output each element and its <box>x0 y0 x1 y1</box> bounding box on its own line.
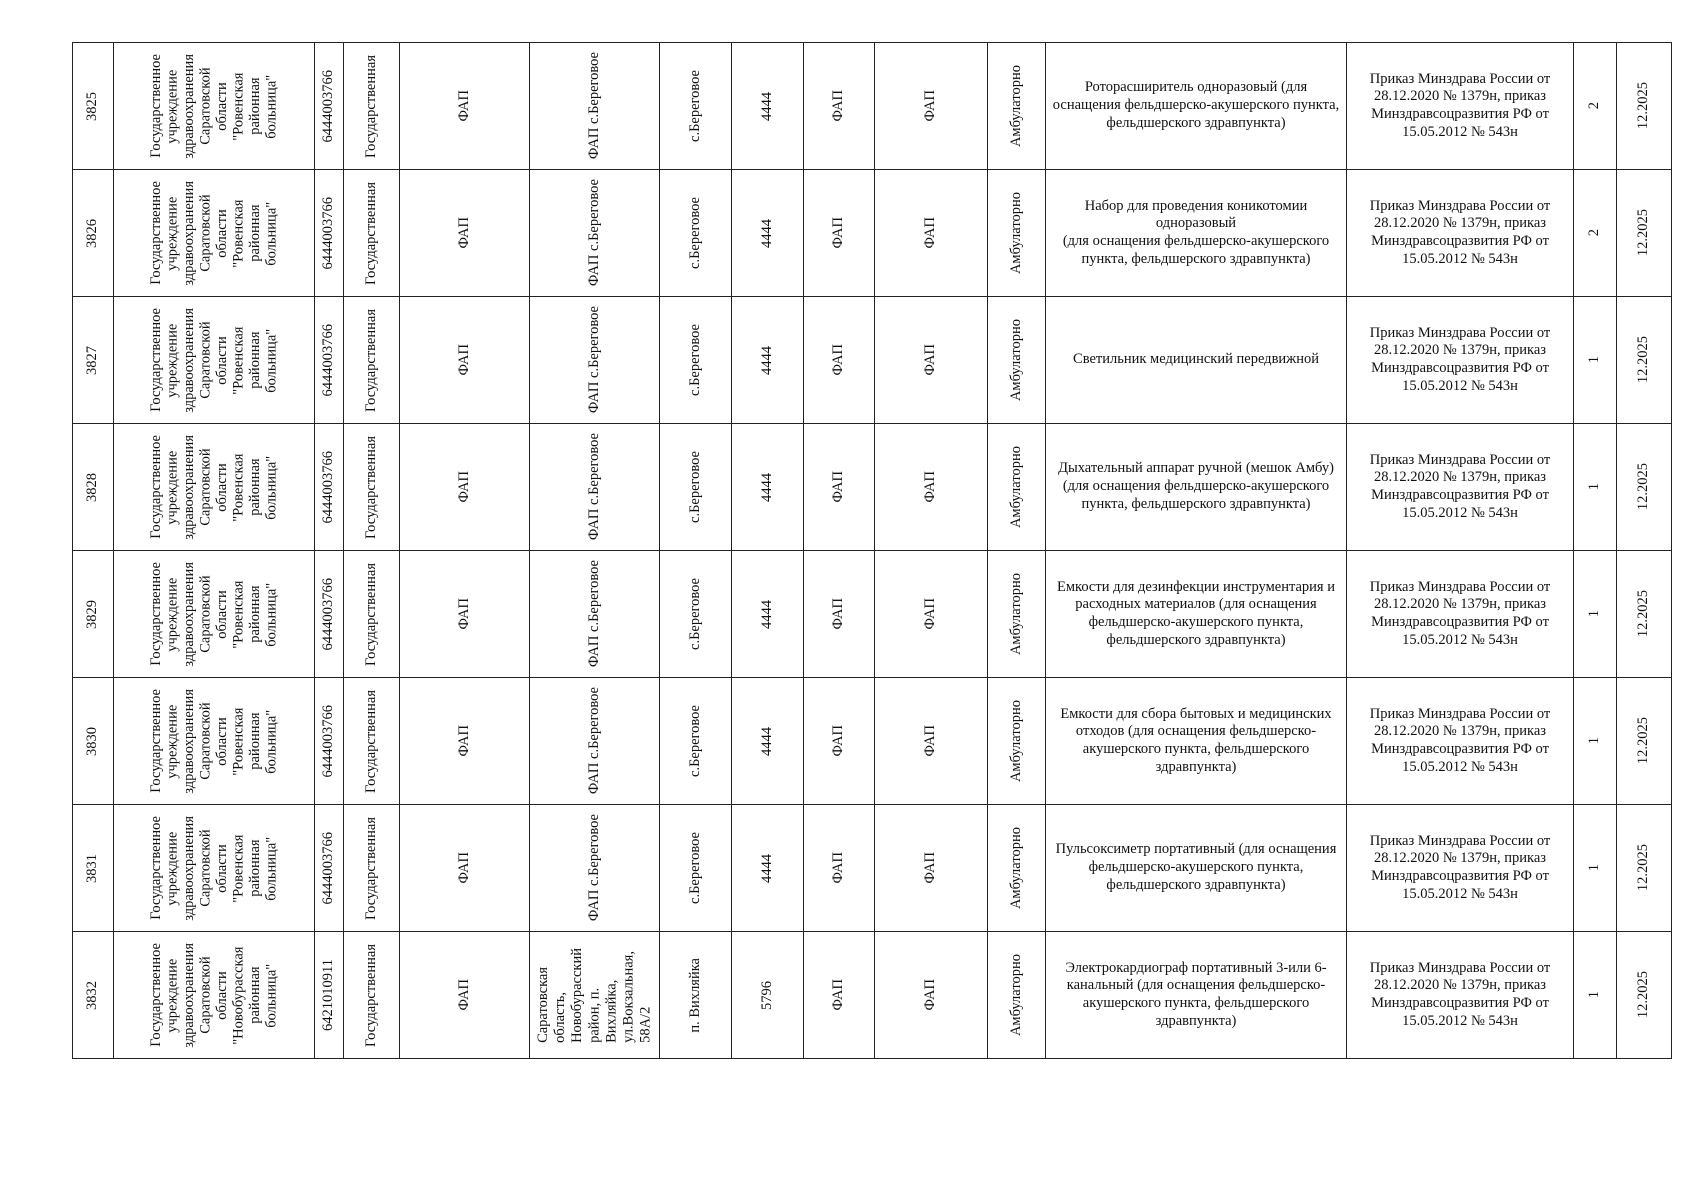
cell-unit-type <box>804 170 875 297</box>
cell-regulatory-order <box>1347 551 1574 678</box>
settlement-name-text: с.Береговое <box>686 832 703 904</box>
population-count-text: 4444 <box>758 91 775 121</box>
ownership-form-text: Государственная <box>362 181 379 285</box>
cell-row-number <box>72 551 114 678</box>
cell-quantity <box>1574 170 1617 297</box>
cell-equipment-name <box>1046 932 1347 1059</box>
cell-facility-type <box>400 805 530 932</box>
cell-unit-subtype <box>875 297 988 424</box>
cell-facility-type <box>400 424 530 551</box>
settlement-name-text: с.Береговое <box>686 578 703 650</box>
facility-type-text: ФАП <box>455 344 472 376</box>
row-number-text: 3828 <box>84 472 101 502</box>
cell-organization-name <box>114 551 315 678</box>
cell-ownership-form <box>344 297 400 424</box>
cell-equipment-name <box>1046 297 1347 424</box>
inn-text: 6444003766 <box>320 577 337 651</box>
settlement-name-text: с.Береговое <box>686 324 703 396</box>
population-count-text: 4444 <box>758 345 775 375</box>
cell-care-form <box>988 297 1046 424</box>
cell-equipment-name <box>1046 424 1347 551</box>
cell-quantity <box>1574 551 1617 678</box>
cell-care-form <box>988 805 1046 932</box>
care-form-text: Амбулаторно <box>1007 953 1024 1037</box>
cell-row-number <box>72 805 114 932</box>
cell-unit-type <box>804 297 875 424</box>
cell-deadline-date <box>1617 551 1672 678</box>
row-number-text: 3831 <box>84 853 101 883</box>
cell-regulatory-order <box>1347 170 1574 297</box>
cell-equipment-name <box>1046 678 1347 805</box>
settlement-name-text: с.Береговое <box>686 451 703 523</box>
equipment-name-text: Роторасширитель одноразовый (для оснащения фельдшерско-акушерского пункта, фельдшерского здравпункта) <box>1052 79 1340 131</box>
facility-address-text: Саратовская область, Новобурасский район, п. Вихляйка, ул.Вокзальная, 58А/2 <box>534 947 654 1043</box>
organization-name-text: Государственное учреждение здравоохранения Саратовской области "Ровенская районная больница" <box>147 434 280 540</box>
inn-text: 6444003766 <box>320 450 337 524</box>
cell-ownership-form <box>344 551 400 678</box>
cell-population-count <box>732 805 804 932</box>
organization-name-text: Государственное учреждение здравоохранения Саратовской области "Ровенская районная больница" <box>147 561 280 667</box>
unit-subtype-text: ФАП <box>922 979 939 1011</box>
cell-facility-type <box>400 42 530 170</box>
settlement-name-text: с.Береговое <box>686 70 703 142</box>
cell-care-form <box>988 424 1046 551</box>
cell-unit-subtype <box>875 805 988 932</box>
facility-type-text: ФАП <box>455 471 472 503</box>
care-form-text: Амбулаторно <box>1007 572 1024 656</box>
cell-quantity <box>1574 932 1617 1059</box>
cell-row-number <box>72 170 114 297</box>
row-number-text: 3832 <box>84 980 101 1010</box>
unit-type-text: ФАП <box>830 471 847 503</box>
care-form-text: Амбулаторно <box>1007 445 1024 529</box>
facility-type-text: ФАП <box>455 852 472 884</box>
cell-regulatory-order <box>1347 297 1574 424</box>
cell-inn <box>315 424 344 551</box>
unit-type-text: ФАП <box>830 852 847 884</box>
cell-facility-address <box>530 170 660 297</box>
cell-unit-type <box>804 678 875 805</box>
equipment-name-text: Светильник медицинский передвижной <box>1073 351 1319 368</box>
regulatory-order-text: Приказ Минздрава России от 28.12.2020 № 1379н, приказ Минздравсоцразвития РФ от 15.05.2012 № 543н <box>1369 451 1551 521</box>
cell-facility-type <box>400 932 530 1059</box>
row-number-text: 3826 <box>84 218 101 248</box>
cell-facility-type <box>400 297 530 424</box>
cell-deadline-date <box>1617 932 1672 1059</box>
quantity-text: 1 <box>1586 864 1603 872</box>
unit-type-text: ФАП <box>830 598 847 630</box>
cell-inn <box>315 805 344 932</box>
cell-organization-name <box>114 42 315 170</box>
quantity-text: 1 <box>1586 737 1603 745</box>
cell-deadline-date <box>1617 424 1672 551</box>
population-count-text: 4444 <box>758 599 775 629</box>
unit-type-text: ФАП <box>830 344 847 376</box>
regulatory-order-text: Приказ Минздрава России от 28.12.2020 № 1379н, приказ Минздравсоцразвития РФ от 15.05.2012 № 543н <box>1369 70 1551 140</box>
cell-regulatory-order <box>1347 932 1574 1059</box>
deadline-date-text: 12.2025 <box>1635 717 1652 765</box>
cell-care-form <box>988 42 1046 170</box>
cell-unit-subtype <box>875 932 988 1059</box>
ownership-form-text: Государственная <box>362 308 379 412</box>
cell-ownership-form <box>344 932 400 1059</box>
cell-row-number <box>72 297 114 424</box>
regulatory-order-text: Приказ Минздрава России от 28.12.2020 № 1379н, приказ Минздравсоцразвития РФ от 15.05.2012 № 543н <box>1369 959 1551 1029</box>
cell-unit-type <box>804 551 875 678</box>
cell-unit-subtype <box>875 678 988 805</box>
cell-facility-address <box>530 932 660 1059</box>
cell-facility-type <box>400 678 530 805</box>
equipment-name-text: Электрокардиограф портативный 3-или 6-канальный (для оснащения фельдшерско-акушерского пункта, фельдшерского здравпункта) <box>1065 959 1327 1029</box>
equipment-name-text: Пульсоксиметр портативный (для оснащения фельдшерско-акушерского пункта, фельдшерского здравпункта) <box>1055 841 1337 893</box>
deadline-date-text: 12.2025 <box>1635 971 1652 1019</box>
deadline-date-text: 12.2025 <box>1635 336 1652 384</box>
care-form-text: Амбулаторно <box>1007 64 1024 148</box>
organization-name-text: Государственное учреждение здравоохранения Саратовской области "Ровенская районная больница" <box>147 688 280 794</box>
quantity-text: 2 <box>1586 229 1603 237</box>
cell-quantity <box>1574 678 1617 805</box>
cell-settlement-name <box>660 170 732 297</box>
population-count-text: 4444 <box>758 726 775 756</box>
care-form-text: Амбулаторно <box>1007 318 1024 402</box>
cell-settlement-name <box>660 932 732 1059</box>
ownership-form-text: Государственная <box>362 54 379 158</box>
quantity-text: 2 <box>1586 102 1603 110</box>
cell-inn <box>315 42 344 170</box>
cell-deadline-date <box>1617 170 1672 297</box>
cell-inn <box>315 678 344 805</box>
cell-settlement-name <box>660 297 732 424</box>
cell-inn <box>315 170 344 297</box>
unit-subtype-text: ФАП <box>922 344 939 376</box>
cell-regulatory-order <box>1347 424 1574 551</box>
cell-ownership-form <box>344 805 400 932</box>
facility-address-text: ФАП с.Береговое <box>585 687 602 795</box>
population-count-text: 5796 <box>758 980 775 1010</box>
facility-address-text: ФАП с.Береговое <box>585 814 602 922</box>
facility-type-text: ФАП <box>455 725 472 757</box>
cell-equipment-name <box>1046 170 1347 297</box>
cell-facility-address <box>530 297 660 424</box>
quantity-text: 1 <box>1586 483 1603 491</box>
inn-text: 6444003766 <box>320 704 337 778</box>
cell-settlement-name <box>660 805 732 932</box>
cell-settlement-name <box>660 678 732 805</box>
regulatory-order-text: Приказ Минздрава России от 28.12.2020 № 1379н, приказ Минздравсоцразвития РФ от 15.05.2012 № 543н <box>1369 197 1551 267</box>
regulatory-order-text: Приказ Минздрава России от 28.12.2020 № 1379н, приказ Минздравсоцразвития РФ от 15.05.2012 № 543н <box>1369 705 1551 775</box>
cell-ownership-form <box>344 42 400 170</box>
cell-organization-name <box>114 297 315 424</box>
cell-care-form <box>988 678 1046 805</box>
settlement-name-text: с.Береговое <box>686 197 703 269</box>
facility-type-text: ФАП <box>455 217 472 249</box>
unit-type-text: ФАП <box>830 979 847 1011</box>
unit-subtype-text: ФАП <box>922 90 939 122</box>
unit-subtype-text: ФАП <box>922 598 939 630</box>
cell-equipment-name <box>1046 805 1347 932</box>
row-number-text: 3829 <box>84 599 101 629</box>
cell-organization-name <box>114 170 315 297</box>
equipment-name-text: Дыхательный аппарат ручной (мешок Амбу) (для оснащения фельдшерско-акушерского пункта, фельдшерского здравпункта) <box>1058 460 1334 512</box>
deadline-date-text: 12.2025 <box>1635 844 1652 892</box>
cell-row-number <box>72 932 114 1059</box>
cell-settlement-name <box>660 42 732 170</box>
deadline-date-text: 12.2025 <box>1635 82 1652 130</box>
cell-ownership-form <box>344 424 400 551</box>
care-form-text: Амбулаторно <box>1007 826 1024 910</box>
organization-name-text: Государственное учреждение здравоохранения Саратовской области "Ровенская районная больница" <box>147 180 280 286</box>
cell-deadline-date <box>1617 678 1672 805</box>
cell-inn <box>315 297 344 424</box>
equipment-name-text: Емкости для дезинфекции инструментария и расходных материалов (для оснащения фельдшерско-акушерского пункта, фельдшерского здравпункта) <box>1056 578 1335 648</box>
cell-deadline-date <box>1617 805 1672 932</box>
facility-address-text: ФАП с.Береговое <box>585 179 602 287</box>
quantity-text: 1 <box>1586 610 1603 618</box>
cell-settlement-name <box>660 551 732 678</box>
population-count-text: 4444 <box>758 472 775 502</box>
cell-regulatory-order <box>1347 805 1574 932</box>
cell-population-count <box>732 551 804 678</box>
cell-facility-address <box>530 424 660 551</box>
regulatory-order-text: Приказ Минздрава России от 28.12.2020 № 1379н, приказ Минздравсоцразвития РФ от 15.05.2012 № 543н <box>1369 832 1551 902</box>
cell-equipment-name <box>1046 551 1347 678</box>
equipment-name-text: Емкости для сбора бытовых и медицинских отходов (для оснащения фельдшерско-акушерского пункта, фельдшерского здравпункта) <box>1060 705 1332 775</box>
cell-deadline-date <box>1617 42 1672 170</box>
unit-subtype-text: ФАП <box>922 725 939 757</box>
cell-population-count <box>732 424 804 551</box>
quantity-text: 1 <box>1586 991 1603 999</box>
cell-regulatory-order <box>1347 42 1574 170</box>
population-count-text: 4444 <box>758 218 775 248</box>
cell-facility-address <box>530 805 660 932</box>
inn-text: 6444003766 <box>320 831 337 905</box>
deadline-date-text: 12.2025 <box>1635 463 1652 511</box>
cell-care-form <box>988 932 1046 1059</box>
cell-settlement-name <box>660 424 732 551</box>
facility-address-text: ФАП с.Береговое <box>585 52 602 160</box>
cell-unit-type <box>804 42 875 170</box>
cell-quantity <box>1574 424 1617 551</box>
organization-name-text: Государственное учреждение здравоохранения Саратовской области "Ровенская районная больница" <box>147 307 280 413</box>
cell-population-count <box>732 678 804 805</box>
cell-population-count <box>732 932 804 1059</box>
facility-type-text: ФАП <box>455 598 472 630</box>
cell-ownership-form <box>344 678 400 805</box>
organization-name-text: Государственное учреждение здравоохранения Саратовской области "Новобурасская районная больница" <box>147 942 280 1048</box>
cell-facility-address <box>530 551 660 678</box>
cell-unit-subtype <box>875 551 988 678</box>
regulatory-order-text: Приказ Минздрава России от 28.12.2020 № 1379н, приказ Минздравсоцразвития РФ от 15.05.2012 № 543н <box>1369 578 1551 648</box>
cell-unit-subtype <box>875 424 988 551</box>
unit-type-text: ФАП <box>830 90 847 122</box>
row-number-text: 3825 <box>84 91 101 121</box>
inn-text: 6444003766 <box>320 323 337 397</box>
facility-type-text: ФАП <box>455 90 472 122</box>
cell-equipment-name <box>1046 42 1347 170</box>
cell-row-number <box>72 424 114 551</box>
inn-text: 6444003766 <box>320 196 337 270</box>
inn-text: 6444003766 <box>320 69 337 143</box>
settlement-name-text: с.Береговое <box>686 705 703 777</box>
cell-regulatory-order <box>1347 678 1574 805</box>
unit-subtype-text: ФАП <box>922 217 939 249</box>
facility-address-text: ФАП с.Береговое <box>585 560 602 668</box>
cell-unit-type <box>804 932 875 1059</box>
care-form-text: Амбулаторно <box>1007 699 1024 783</box>
cell-population-count <box>732 170 804 297</box>
unit-type-text: ФАП <box>830 217 847 249</box>
organization-name-text: Государственное учреждение здравоохранения Саратовской области "Ровенская районная больница" <box>147 815 280 921</box>
cell-unit-type <box>804 424 875 551</box>
cell-unit-type <box>804 805 875 932</box>
organization-name-text: Государственное учреждение здравоохранения Саратовской области "Ровенская районная больница" <box>147 53 280 159</box>
ownership-form-text: Государственная <box>362 943 379 1047</box>
cell-organization-name <box>114 424 315 551</box>
cell-row-number <box>72 678 114 805</box>
equipment-name-text: Набор для проведения коникотомии одноразовый (для оснащения фельдшерско-акушерского пункта, фельдшерского здравпункта) <box>1062 197 1330 267</box>
ownership-form-text: Государственная <box>362 435 379 539</box>
cell-population-count <box>732 42 804 170</box>
ownership-form-text: Государственная <box>362 562 379 666</box>
row-number-text: 3827 <box>84 345 101 375</box>
row-number-text: 3830 <box>84 726 101 756</box>
cell-care-form <box>988 170 1046 297</box>
unit-type-text: ФАП <box>830 725 847 757</box>
cell-deadline-date <box>1617 297 1672 424</box>
quantity-text: 1 <box>1586 356 1603 364</box>
regulatory-order-text: Приказ Минздрава России от 28.12.2020 № 1379н, приказ Минздравсоцразвития РФ от 15.05.2012 № 543н <box>1369 324 1551 394</box>
cell-care-form <box>988 551 1046 678</box>
cell-row-number <box>72 42 114 170</box>
facility-address-text: ФАП с.Береговое <box>585 433 602 541</box>
cell-ownership-form <box>344 170 400 297</box>
cell-quantity <box>1574 42 1617 170</box>
cell-facility-type <box>400 170 530 297</box>
cell-inn <box>315 551 344 678</box>
cell-unit-subtype <box>875 42 988 170</box>
cell-inn <box>315 932 344 1059</box>
cell-organization-name <box>114 805 315 932</box>
cell-quantity <box>1574 805 1617 932</box>
population-count-text: 4444 <box>758 853 775 883</box>
cell-facility-address <box>530 42 660 170</box>
ownership-form-text: Государственная <box>362 816 379 920</box>
ownership-form-text: Государственная <box>362 689 379 793</box>
cell-facility-type <box>400 551 530 678</box>
unit-subtype-text: ФАП <box>922 471 939 503</box>
care-form-text: Амбулаторно <box>1007 191 1024 275</box>
facility-address-text: ФАП с.Береговое <box>585 306 602 414</box>
cell-quantity <box>1574 297 1617 424</box>
settlement-name-text: п. Вихляйка <box>686 957 703 1033</box>
cell-population-count <box>732 297 804 424</box>
deadline-date-text: 12.2025 <box>1635 209 1652 257</box>
deadline-date-text: 12.2025 <box>1635 590 1652 638</box>
inn-text: 6421010911 <box>320 959 337 1031</box>
cell-facility-address <box>530 678 660 805</box>
cell-unit-subtype <box>875 170 988 297</box>
cell-organization-name <box>114 678 315 805</box>
cell-organization-name <box>114 932 315 1059</box>
unit-subtype-text: ФАП <box>922 852 939 884</box>
facility-type-text: ФАП <box>455 979 472 1011</box>
